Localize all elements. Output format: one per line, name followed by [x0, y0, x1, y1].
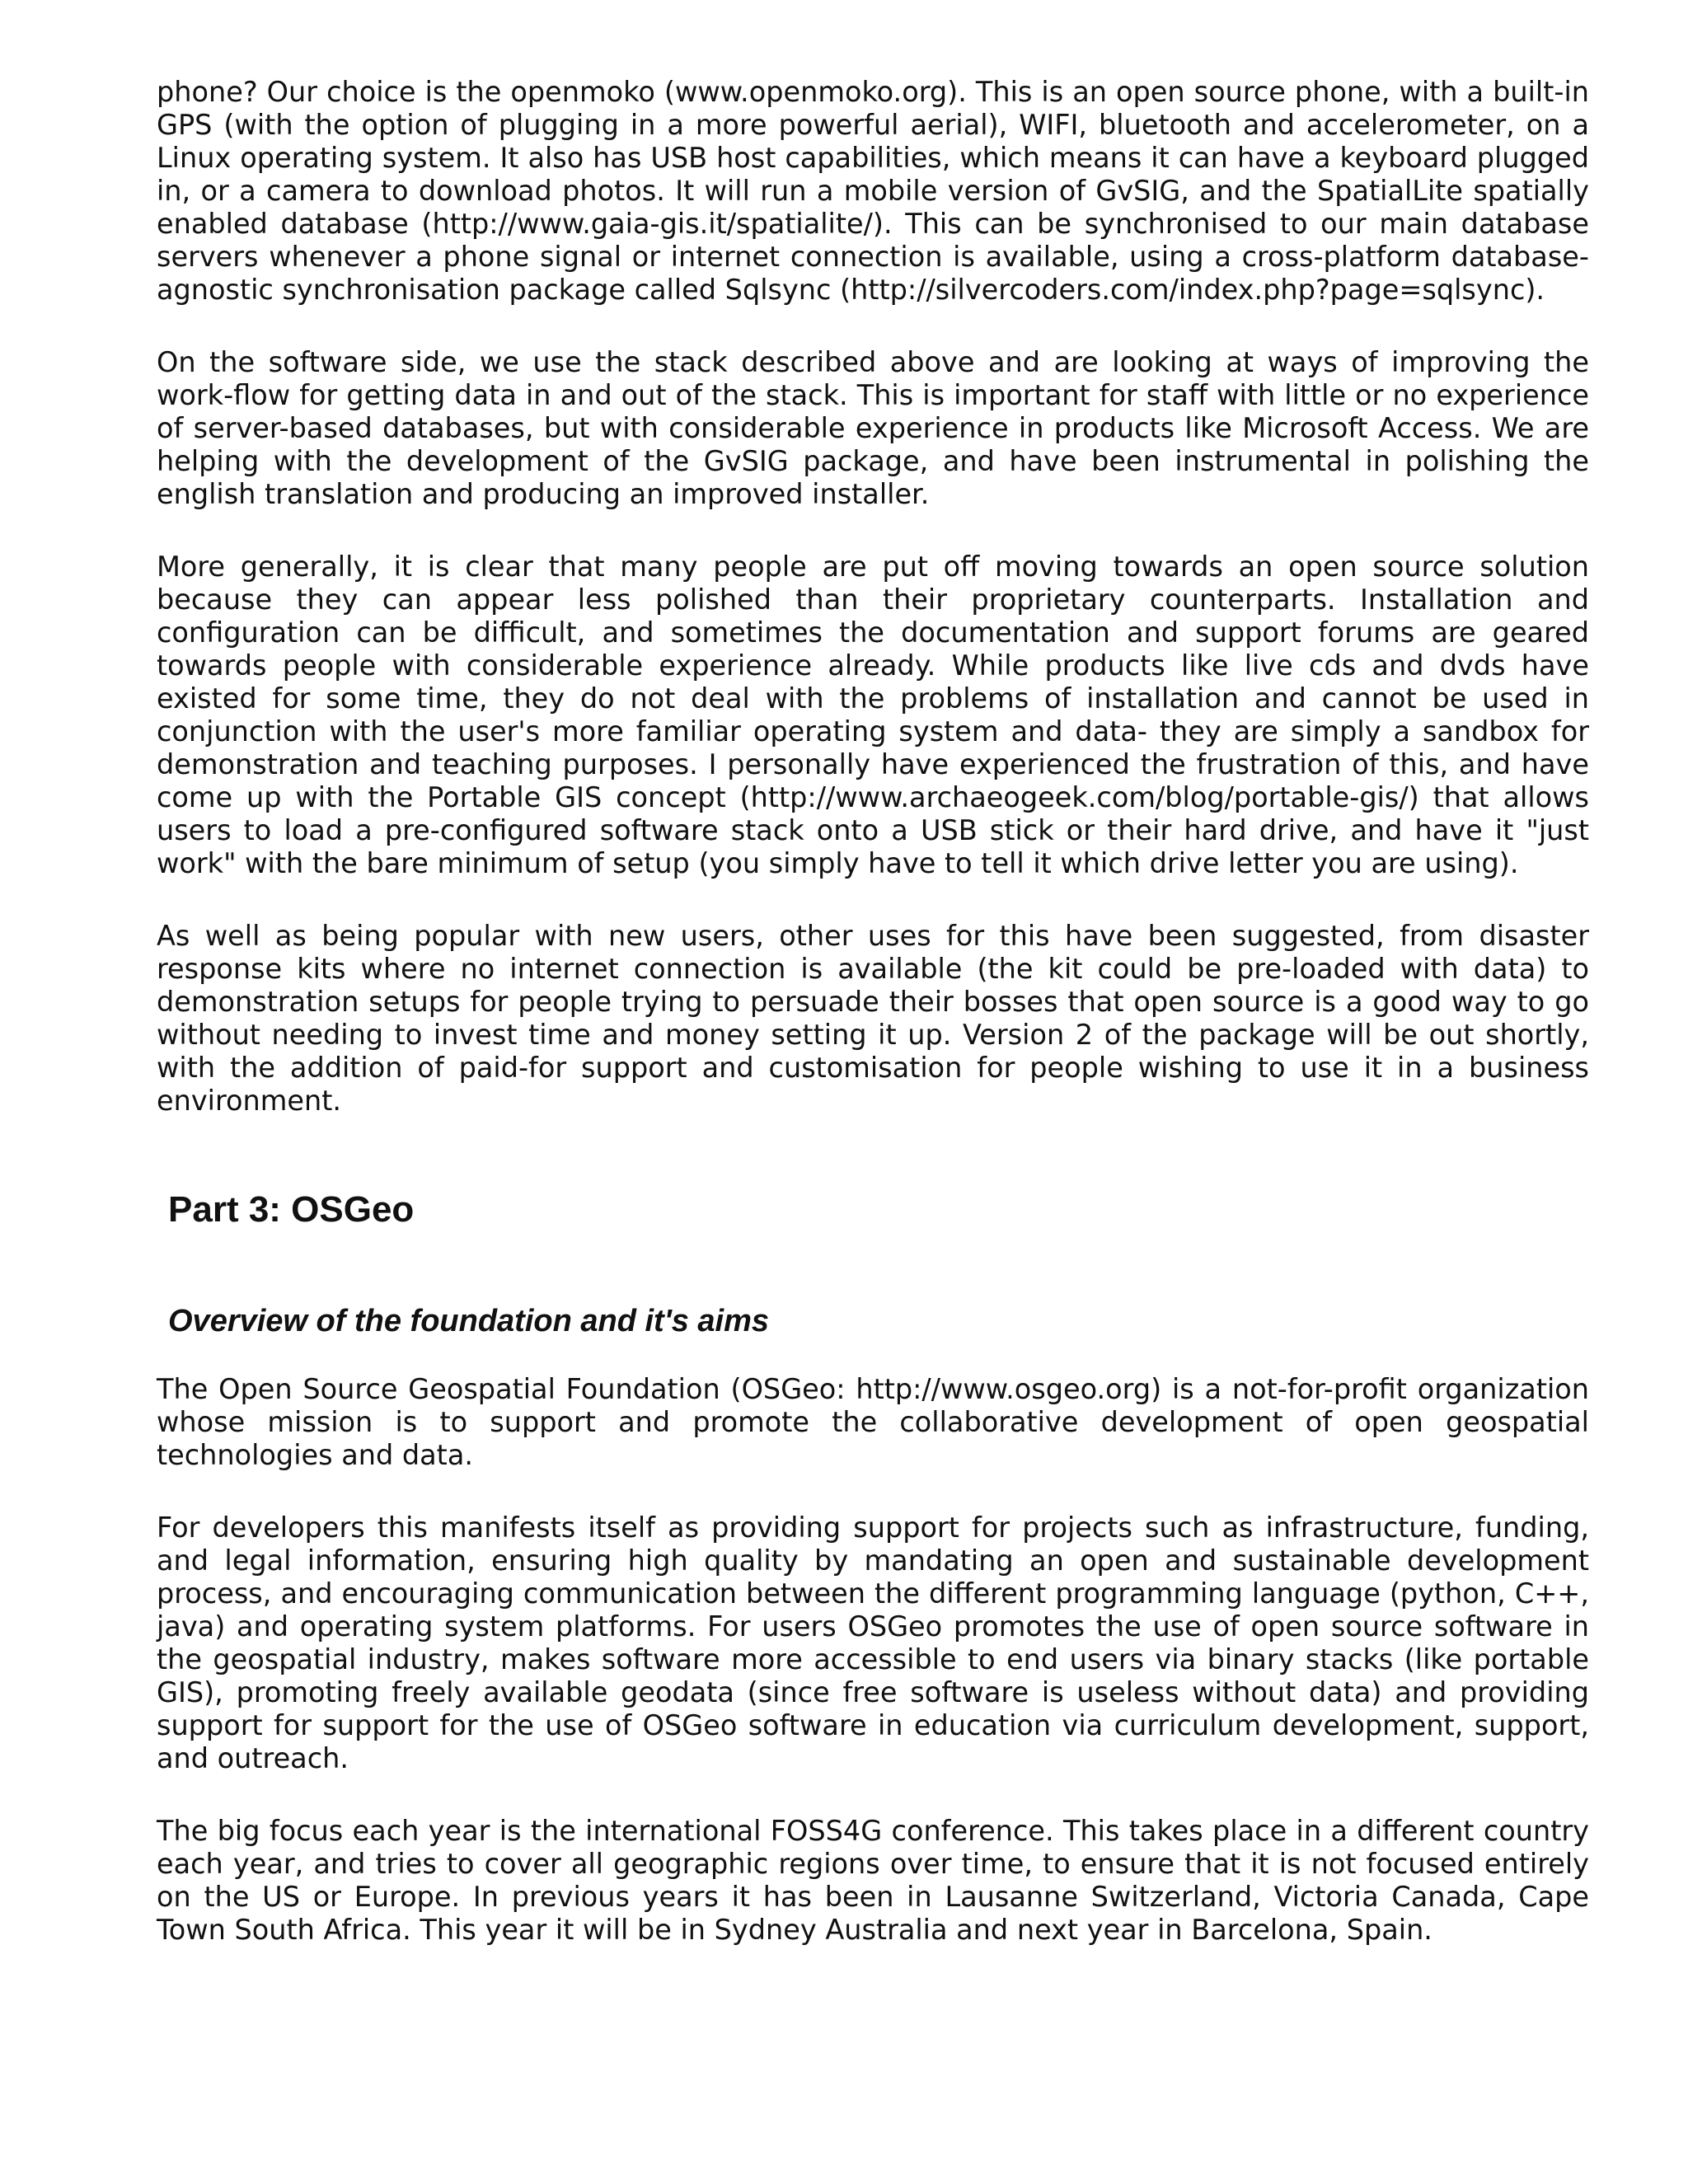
paragraph-openmoko: phone? Our choice is the openmoko (www.openmoko.org). This is an open source phone, with a built-in GPS (with the option of plugging in a more powerful aerial), WIFI, bluetooth and accelerometer, on a Linux operating system. It also has USB host capabilities, which means it can have a keyboard plugged in, or a camera to download photos. It will run a mobile version of GvSIG, and the SpatialLite spatially enabled database (http://www.gaia-gis.it/spatialite/). This can be synchronised to our main database servers whenever a phone signal or internet connection is available, using a cross-platform database-agnostic synchronisation package called Sqlsync (http://silvercoders.com/index.php?page=sqlsync). [157, 76, 1589, 306]
paragraph-software-side: On the software side, we use the stack described above and are looking at ways of improving the work-flow for getting data in and out of the stack. This is important for staff with little or no experience of server-based databases, but with considerable experience in products like Microsoft Access. We are helping with the development of the GvSIG package, and have been instrumental in polishing the english translation and producing an improved installer. [157, 346, 1589, 510]
section-heading-part-3: Part 3: OSGeo [168, 1189, 415, 1230]
paragraph-other-uses: As well as being popular with new users, other uses for this have been suggested, from disaster response kits where no internet connection is available (the kit could be pre-loaded with data) to demonstration setups for people trying to persuade their bosses that open source is a good way to go without needing to invest time and money setting it up. Version 2 of the package will be out shortly, with the addition of paid-for support and customisation for people wishing to use it in a business environment. [157, 920, 1589, 1117]
paragraph-portable-gis: More generally, it is clear that many people are put off moving towards an open source solution because they can appear less polished than their proprietary counterparts. Installation and configuration can be difficult, and sometimes the documentation and support forums are geared towards people with considerable experience already. While products like live cds and dvds have existed for some time, they do not deal with the problems of installation and cannot be used in conjunction with the user's more familiar operating system and data- they are simply a sandbox for demonstration and teaching purposes. I personally have experienced the frustration of this, and have come up with the Portable GIS concept (http://www.archaeogeek.com/blog/portable-gis/) that allows users to load a pre-configured software stack onto a USB stick or their hard drive, and have it "just work" with the bare minimum of setup (you simply have to tell it which drive letter you are using). [157, 551, 1589, 879]
paragraph-foss4g: The big focus each year is the international FOSS4G conference. This takes place in a different country each year, and tries to cover all geographic regions over time, to ensure that it is not focused entirely on the US or Europe. In previous years it has been in Lausanne Switzerland, Victoria Canada, Cape Town South Africa. This year it will be in Sydney Australia and next year in Barcelona, Spain. [157, 1815, 1589, 1946]
document-page [157, 76, 1589, 1986]
paragraph-osgeo-intro: The Open Source Geospatial Foundation (OSGeo: http://www.osgeo.org) is a not-for-profit organization whose mission is to support and promote the collaborative development of open geospatial technologies and data. [157, 1373, 1589, 1471]
paragraph-osgeo-developers: For developers this manifests itself as providing support for projects such as infrastructure, funding, and legal information, ensuring high quality by mandating an open and sustainable development process, and encouraging communication between the different programming language (python, C++, java) and operating system platforms. For users OSGeo promotes the use of open source software in the geospatial industry, makes software more accessible to end users via binary stacks (like portable GIS), promoting freely available geodata (since free software is useless without data) and providing support for support for the use of OSGeo software in education via curriculum development, support, and outreach. [157, 1511, 1589, 1774]
subsection-heading-overview: Overview of the foundation and it's aims [168, 1304, 770, 1338]
